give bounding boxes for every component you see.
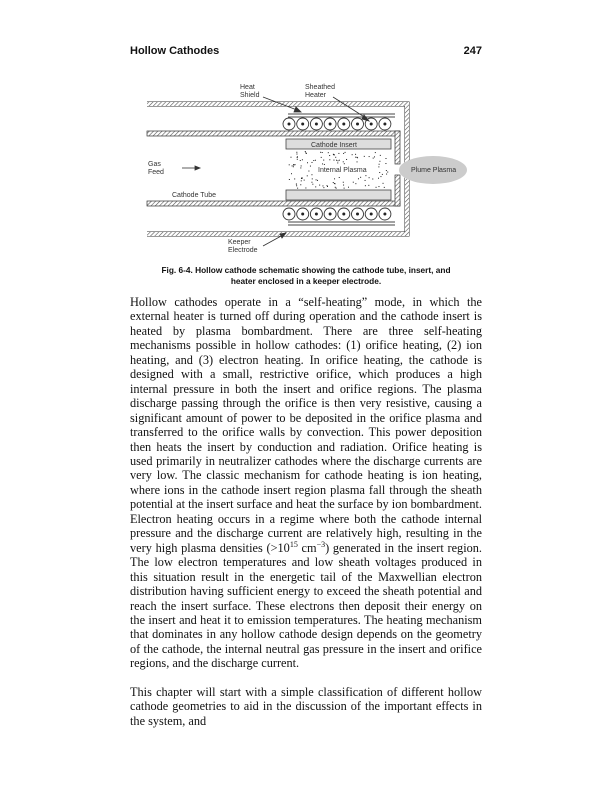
plasma-particle — [310, 166, 311, 167]
plasma-particle — [301, 180, 302, 181]
heater-coil-core — [383, 123, 386, 126]
plasma-particle — [305, 151, 306, 152]
plasma-particle — [316, 179, 317, 180]
plasma-particle — [333, 182, 334, 183]
p1-text-a: Hollow cathodes operate in a “self-heating” mode, in which the external heater is turned off during operation and the cathode insert is heated by plasma bombardment. There are three self-heating mechanisms possible in hollow cathodes: (1) orifice heating, (2) ion heating, and (3) electron heating. In orifice heating, the cathode is designed with a small, restrictive orifice, which produces a high internal pressure in both the insert and orifice regions. The plasma discharge passing through the orifice is then very resistive, causing a significant amount of power to be deposited in the orifice plasma and transferred to the orifice walls by convection. This power deposition then heats the insert by conduction and radiation. Orifice heating is used primarily in neutralizer cathodes where the discharge currents are very low. The classic mechanism for cathode heating is ion heating, where ions in the cathode insert region plasma fall through the sheath potential at the insert surface and heat the surface by ion bombardment. Electron heating occurs in a regime where both the cathode internal pressure and the discharge current are relatively high, resulting in the very high plasma densities (>10 — [130, 295, 482, 555]
body-text-column — [130, 295, 482, 728]
plasma-particle — [379, 172, 380, 173]
figure-caption — [130, 265, 482, 286]
plasma-particle — [297, 159, 298, 160]
plasma-particle — [348, 187, 349, 188]
plasma-particle — [335, 187, 336, 188]
caption-line-1: Fig. 6-4. Hollow cathode schematic showing the cathode tube, insert, and — [161, 265, 451, 275]
p1-exponent-1: 15 — [289, 539, 298, 549]
plasma-particle — [378, 178, 379, 179]
plasma-particle — [379, 164, 380, 165]
plasma-particle — [311, 182, 312, 183]
plasma-particle — [327, 185, 328, 186]
heater-coil-core — [370, 123, 373, 126]
label-sheathed-heater-1: Sheathed — [305, 84, 335, 91]
plasma-particle — [365, 180, 366, 181]
plasma-particle — [379, 161, 380, 162]
plasma-particle — [344, 188, 345, 189]
plasma-particle — [305, 152, 306, 153]
plasma-particle — [365, 185, 366, 186]
plasma-particle — [378, 166, 379, 167]
plasma-particle — [339, 160, 340, 161]
heater-coil-core — [342, 213, 345, 216]
heater-coil-core — [370, 213, 373, 216]
p1-exponent-2: −3 — [316, 539, 326, 549]
plasma-particle — [369, 177, 370, 178]
plasma-particle — [385, 163, 386, 164]
plasma-particle — [336, 188, 337, 189]
heater-coil-core — [342, 123, 345, 126]
plasma-particle — [324, 164, 325, 165]
plasma-particle — [382, 174, 383, 175]
plasma-particle — [302, 159, 303, 160]
plasma-particle — [290, 157, 291, 158]
plasma-particle — [321, 157, 322, 158]
plasma-particle — [334, 178, 335, 179]
plasma-particle — [322, 152, 323, 153]
plasma-particle — [336, 160, 337, 161]
plasma-particle — [311, 162, 312, 163]
plasma-particle — [300, 184, 301, 185]
heater-coil-core — [383, 213, 386, 216]
plasma-particle — [315, 186, 316, 187]
plasma-particle — [333, 160, 334, 161]
plasma-particle — [296, 152, 297, 153]
plasma-particle — [311, 174, 312, 175]
plasma-particle — [301, 165, 302, 166]
plasma-particle — [329, 155, 330, 156]
plasma-particle — [320, 152, 321, 153]
plasma-particle — [293, 166, 294, 167]
plasma-particle — [385, 158, 386, 159]
plasma-particle — [322, 185, 323, 186]
cathode-insert-bottom — [286, 190, 391, 200]
label-gas-feed-2: Feed — [148, 169, 164, 176]
plasma-particle — [334, 154, 335, 155]
heater-coil-core — [288, 123, 291, 126]
plasma-particle — [312, 184, 313, 185]
plasma-particle — [338, 153, 339, 154]
heater-coil-core — [356, 123, 359, 126]
hollow-cathode-schematic — [140, 76, 480, 256]
plasma-particle — [296, 154, 297, 155]
plasma-particle — [357, 161, 358, 162]
plasma-particle — [322, 163, 323, 164]
caption-line-2: heater enclosed in a keeper electrode. — [230, 275, 382, 286]
plasma-particle — [292, 165, 293, 166]
plasma-particle — [360, 177, 361, 178]
plasma-particle — [372, 178, 373, 179]
plasma-particle — [333, 154, 334, 155]
plasma-particle — [295, 164, 296, 165]
body-paragraph-2: This chapter will start with a simple classification of different hollow cathode geometries to aid in the discussion of the important effects in the system, and — [130, 684, 482, 728]
label-gas-feed-1: Gas — [148, 161, 161, 168]
plasma-particle — [339, 177, 340, 178]
body-paragraph-1 — [130, 295, 482, 671]
heater-coil-core — [301, 213, 304, 216]
plasma-particle — [368, 185, 369, 186]
plasma-particle — [387, 172, 388, 173]
plasma-particle — [334, 183, 335, 184]
plasma-particle — [383, 183, 384, 184]
label-cathode-tube: Cathode Tube — [172, 192, 216, 199]
plasma-particle — [346, 159, 347, 160]
plasma-particle — [384, 187, 385, 188]
plasma-particle — [315, 160, 316, 161]
plasma-particle — [345, 152, 346, 153]
plasma-particle — [289, 164, 290, 165]
plasma-particle — [373, 158, 374, 159]
plasma-particle — [343, 153, 344, 154]
p1-text-c: ) generated in the insert region. The low electron temperatures and low sheath voltages produced in this situation result in the energetic tail of the Maxwellian electron distribution having sufficient energy to exceed the sheath potential and reach the insert surface. These electrons then deposit their energy on the insert and heat it to emission temperatures. The heating mechanism that dominates in any hollow cathode design depends on the geometry of the cathode, the internal neutral gas pressure in the insert and orifice regions, and the discharge current. — [130, 540, 482, 671]
plasma-particle — [380, 155, 381, 156]
plasma-particle — [386, 174, 387, 175]
plasma-particle — [352, 154, 353, 155]
heater-coil-core — [356, 213, 359, 216]
plasma-particle — [380, 176, 381, 177]
label-plume-plasma: Plume Plasma — [411, 167, 457, 174]
plasma-particle — [369, 156, 370, 157]
page-number: 247 — [463, 45, 482, 57]
plasma-particle — [375, 152, 376, 153]
heater-coil-core — [329, 213, 332, 216]
plasma-particle — [357, 157, 358, 158]
plasma-particle — [304, 180, 305, 181]
label-heat-shield-1: Heat — [240, 84, 255, 91]
plasma-particle — [293, 164, 294, 165]
plasma-particle — [323, 160, 324, 161]
plasma-particle — [355, 183, 356, 184]
plasma-particle — [337, 160, 338, 161]
plasma-particle — [337, 162, 338, 163]
plasma-particle — [376, 187, 377, 188]
plasma-particle — [343, 182, 344, 183]
plasma-particle — [344, 163, 345, 164]
plasma-particle — [386, 170, 387, 171]
plasma-particle — [313, 160, 314, 161]
plasma-particle — [319, 185, 320, 186]
heater-coil-core — [301, 123, 304, 126]
label-sheathed-heater-2: Heater — [305, 92, 327, 99]
plasma-particle — [308, 171, 309, 172]
plasma-particle — [301, 177, 302, 178]
plasma-particle — [296, 185, 297, 186]
plasma-particle — [327, 186, 328, 187]
label-keeper-electrode-1: Keeper — [228, 239, 251, 246]
plasma-particle — [297, 188, 298, 189]
plasma-particle — [378, 186, 379, 187]
plasma-particle — [312, 178, 313, 179]
plasma-particle — [343, 185, 344, 186]
plasma-particle — [329, 159, 330, 160]
plasma-particle — [291, 173, 292, 174]
label-internal-plasma: Internal Plasma — [318, 167, 367, 174]
plasma-particle — [323, 187, 324, 188]
heater-coil-core — [315, 213, 318, 216]
label-cathode-insert: Cathode Insert — [311, 142, 357, 149]
plasma-particle — [294, 178, 295, 179]
plasma-particle — [353, 182, 354, 183]
plasma-particle — [335, 157, 336, 158]
plasma-particle — [355, 154, 356, 155]
heater-coil-core — [315, 123, 318, 126]
label-keeper-electrode-2: Electrode — [228, 247, 258, 254]
plasma-particle — [343, 161, 344, 162]
plasma-particle — [317, 180, 318, 181]
plasma-particle — [365, 175, 366, 176]
plasma-particle — [307, 162, 308, 163]
label-heat-shield-2: Shield — [240, 92, 260, 99]
plasma-particle — [355, 157, 356, 158]
p1-text-b: cm — [297, 540, 317, 555]
plasma-particle — [374, 156, 375, 157]
plasma-particle — [300, 167, 301, 168]
plasma-particle — [305, 187, 306, 188]
plasma-particle — [364, 156, 365, 157]
plasma-particle — [297, 156, 298, 157]
running-header-title: Hollow Cathodes — [130, 45, 220, 57]
plasma-particle — [300, 160, 301, 161]
plasma-particle — [358, 178, 359, 179]
heater-coil-core — [329, 123, 332, 126]
heater-coil-core — [288, 213, 291, 216]
plasma-particle — [296, 184, 297, 185]
plasma-particle — [328, 152, 329, 153]
plasma-particle — [307, 175, 308, 176]
plasma-particle — [289, 179, 290, 180]
